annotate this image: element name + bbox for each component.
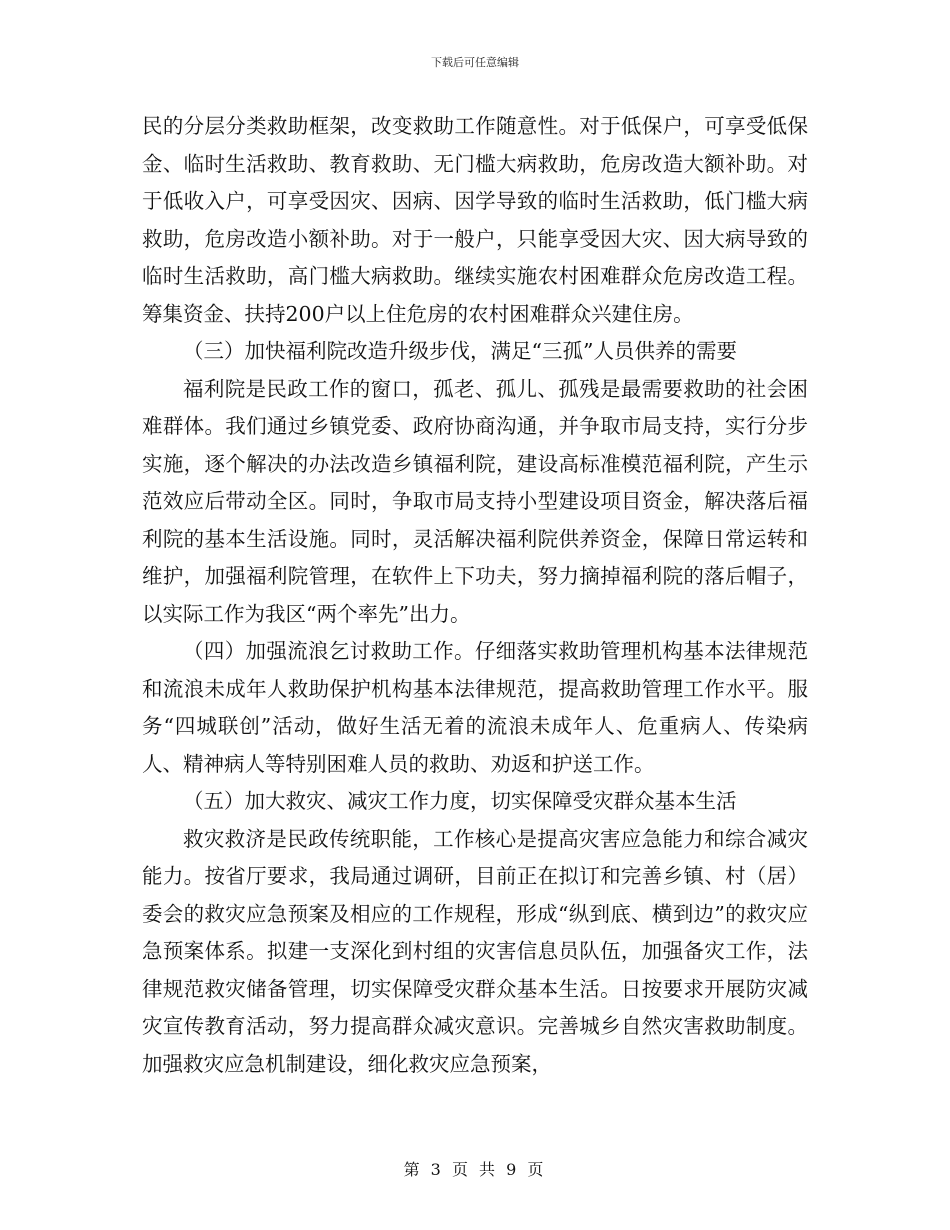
section-heading-3: （三）加快福利院改造升级步伐，满足“三孤”人员供养的需要 [183,339,737,363]
paragraph-welfare-home: 福利院是民政工作的窗口，孤老、孤儿、孤残是最需要救助的社会困难群体。我们通过乡镇党委、政府协商沟通，并争取市局支持，实行分步实施，逐个解决的办法改造乡镇福利院，建设高标准模范福利院，产生示范效应后带动全区。同时，争取市局支持小型建设项目资金，解决落后福利院的基本生活设施。同时，灵活解决福利院供养资金，保障日常运转和维护，加强福利院管理，在软件上下功夫，努力摘掉福利院的落后帽子，以实际工作为我区“两个率先”出力。 [142,376,808,626]
paragraph-disaster-relief: 救灾救济是民政传统职能，工作核心是提高灾害应急能力和综合减灾能力。按省厅要求，我局通过调研，目前正在拟订和完善乡镇、村（居）委会的救灾应急预案及相应的工作规程，形成“纵到底、横到边”的救灾应急预案体系。拟建一支深化到村组的灾害信息员队伍，加强备灾工作，法律规范救灾储备管理，切实保障受灾群众基本生活。日按要求开展防灾减灾宣传教育活动，努力提高群众减灾意识。完善城乡自然灾害救助制度。加强救灾应急机制建设，细化救灾应急预案， [142,826,808,1076]
document-body [142,108,808,1083]
header-note: 下载后可任意编辑 [431,56,519,69]
paragraph-vagrant-relief: （四）加强流浪乞讨救助工作。仔细落实救助管理机构基本法律规范和流浪未成年人救助保护机构基本法律规范，提高救助管理工作水平。服务“四城联创”活动，做好生活无着的流浪未成年人、危重病人、传染病人、精神病人等特别困难人员的救助、劝返和护送工作。 [142,639,808,776]
section-heading-5: （五）加大救灾、减灾工作力度，切实保障受灾群众基本生活 [183,789,737,813]
paragraph-continued: 民的分层分类救助框架，改变救助工作随意性。对于低保户，可享受低保金、临时生活救助、教育救助、无门槛大病救助，危房改造大额补助。对于低收入户，可享受因灾、因病、因学导致的临时生活救助，低门槛大病救助，危房改造小额补助。对于一般户，只能享受因大灾、因大病导致的临时生活救助，高门槛大病救助。继续实施农村困难群众危房改造工程。筹集资金、扶持200户以上住危房的农村困难群众兴建住房。 [142,114,808,326]
page-number-footer: 第 3 页 共 9 页 [403,1160,547,1179]
